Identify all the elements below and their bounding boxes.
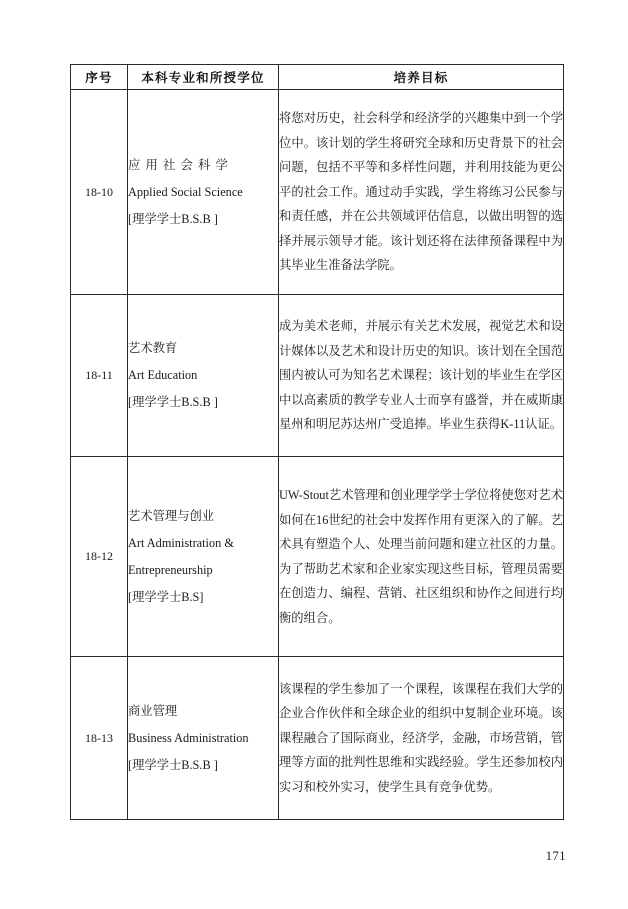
goal-text: 该课程的学生参加了一个课程，该课程在我们大学的企业合作伙伴和全球企业的组织中复制企业环境。该课程融合了国际商业，经济学，金融，市场营销，管理等方面的批判性思维和实践经验。学生还参加校内实习和校外实习，使学生具有竞争优势。: [279, 681, 563, 794]
goal-text: 将您对历史，社会科学和经济学的兴趣集中到一个学位中。该计划的学生将研究全球和历史背景下的社会问题，包括不平等和多样性问题，并利用技能为更公平的社会工作。通过动手实践，学生将练习公民参与和责任感，并在公共领域评估信息，以做出明智的选择并展示领导才能。该计划还将在法律预备课程中为其毕业生准备法学院。: [279, 111, 563, 273]
major-name-cn: 艺术教育: [128, 341, 178, 355]
table-row: [71, 657, 564, 820]
row-major: [128, 657, 279, 820]
major-name-cn: 商业管理: [128, 703, 178, 718]
row-major: [128, 457, 279, 657]
goal-text: UW-Stout艺术管理和创业理学学士学位将使您对艺术如何在16世纪的社会中发挥作用有更深入的了解。艺术具有塑造个人、处理当前问题和建立社区的力量。为了帮助艺术家和企业家实现这些目标，管理员需要在创造力、编程、营销、社区组织和协作之间进行均衡的组合。: [279, 488, 563, 625]
major-name-en: Applied Social Science: [128, 184, 243, 199]
row-major: [128, 90, 279, 295]
row-major: [128, 295, 279, 457]
major-name-en: Art Administration &: [128, 535, 234, 550]
column-header-goal: 培养目标: [279, 65, 564, 90]
major-degree: [理学学士B.S.B ]: [128, 211, 218, 226]
major-name-en: Business Administration: [128, 730, 249, 745]
row-goal: [279, 90, 564, 295]
major-degree: [理学学士B.S.B ]: [128, 757, 218, 772]
row-number: 18-11: [71, 295, 128, 457]
table-header-row: [71, 65, 564, 90]
row-goal: [279, 295, 564, 457]
major-name-cn: 应用社会科学: [128, 157, 233, 172]
major-name-en-line2: Entrepreneurship: [128, 562, 213, 577]
table-row: [71, 457, 564, 657]
table-row: [71, 295, 564, 457]
table-row: [71, 90, 564, 295]
major-degree: [理学学士B.S.B ]: [128, 395, 218, 409]
row-number: 18-10: [71, 90, 128, 295]
programs-table: [70, 64, 564, 820]
major-name-cn: 艺术管理与创业: [128, 508, 215, 523]
major-name-en: Art Education: [128, 368, 198, 382]
goal-text: 成为美术老师，并展示有关艺术发展，视觉艺术和设计媒体以及艺术和设计历史的知识。该计划在全国范围内被认可为知名艺术课程；该计划的毕业生在学区中以高素质的教学专业人士而享有盛誉，并在威斯康星州和明尼苏达州广受追捧。毕业生获得K-11认证。: [279, 319, 563, 432]
row-goal: [279, 657, 564, 820]
row-number: 18-12: [71, 457, 128, 657]
row-number: 18-13: [71, 657, 128, 820]
column-header-no: 序号: [71, 65, 128, 90]
column-header-major: 本科专业和所授学位: [128, 65, 279, 90]
major-degree: [理学学士B.S]: [128, 589, 204, 604]
page-number: 171: [545, 849, 566, 863]
row-goal: [279, 457, 564, 657]
